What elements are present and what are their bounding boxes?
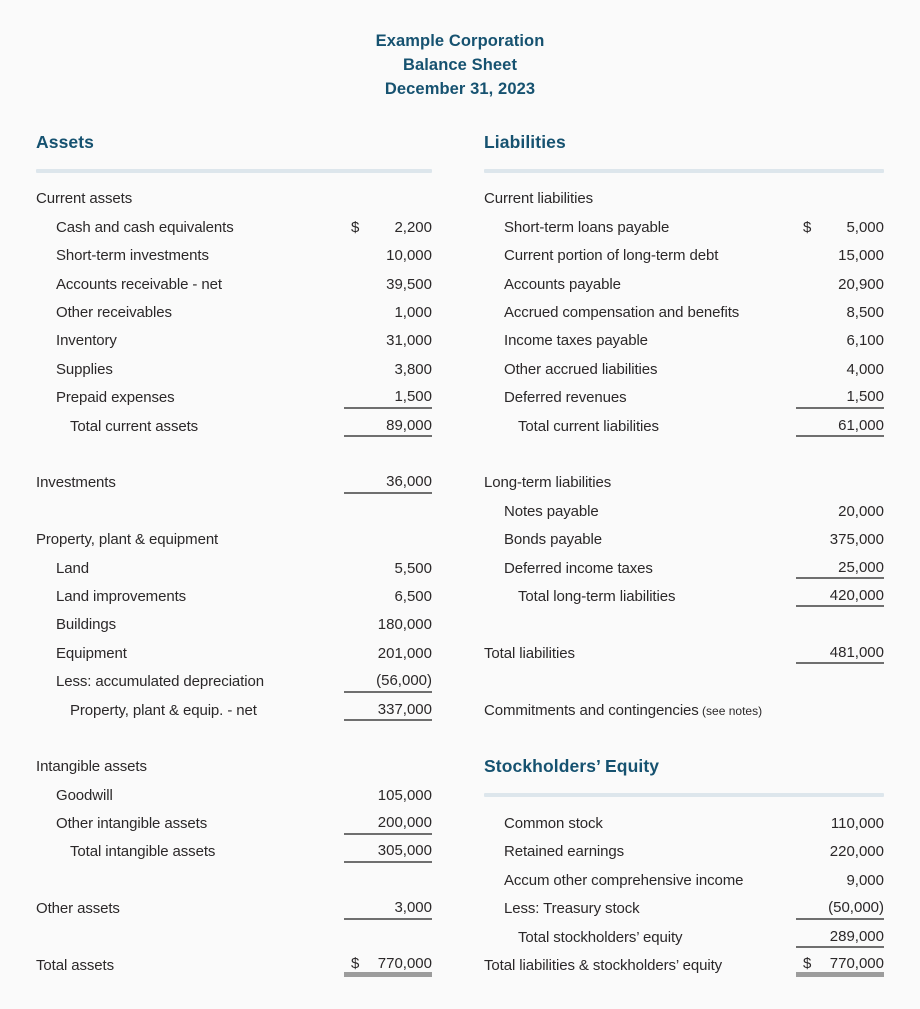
line-item-row [36,838,432,866]
line-item-row [36,611,432,639]
line-item-value-cell [344,614,432,636]
line-item-label: Goodwill [56,786,113,804]
line-item-row [484,696,884,724]
line-item-value-cell [344,585,432,607]
line-item-amount: 420,000 [829,586,884,604]
line-item-amount: 20,000 [838,502,884,520]
line-item-amount: 180,000 [377,616,432,634]
line-item-row [484,951,884,979]
line-item-amount: 289,000 [829,927,884,945]
line-item-amount: 61,000 [838,416,884,434]
line-item-value-cell [796,302,884,324]
line-item-amount: 1,500 [846,388,884,406]
line-item-row [484,298,884,326]
line-item-label: Accum other comprehensive income [504,871,744,889]
line-item-row [36,895,432,923]
line-item-value-cell [796,585,884,607]
spacer-row [484,667,884,695]
line-item-value-cell [796,216,884,238]
line-item-label: Total current liabilities [518,417,659,435]
dollar-sign: $ [351,218,360,236]
line-item-amount: 5,000 [846,218,884,236]
spacer-row [36,724,432,752]
line-item-amount: 1,500 [394,388,432,406]
line-item-row [36,639,432,667]
line-item-row [36,781,432,809]
line-item-row [484,809,884,837]
line-item-value-cell [796,358,884,380]
line-item-amount: 375,000 [829,531,884,549]
liabilities-equity-column [484,128,884,980]
line-item-label: Short-term investments [56,247,209,265]
line-item-label: Investments [36,474,116,492]
section-rule [36,169,432,173]
line-item-row [484,838,884,866]
line-item-value-cell [344,841,432,863]
spacer-row [36,497,432,525]
line-item-value-cell [344,699,432,721]
line-item-value-cell [796,500,884,522]
line-item-value-cell [344,358,432,380]
line-item-label: Property, plant & equipment [36,531,219,549]
line-item-row [484,497,884,525]
line-item-amount: 31,000 [386,332,432,350]
line-item-value-cell [344,245,432,267]
line-item-label: Other accrued liabilities [504,360,658,378]
line-item-value-cell [796,926,884,948]
line-item-row [36,753,432,781]
line-item-value-cell [796,529,884,551]
line-item-label: Land [56,559,89,577]
line-item-value-cell [796,557,884,579]
line-item-amount: 110,000 [830,815,884,833]
line-item-row [36,696,432,724]
line-item-amount: 305,000 [377,842,432,860]
line-item-value-cell [344,415,432,437]
line-item-row [484,213,884,241]
line-item-amount: 6,100 [846,332,884,350]
line-item-value-cell [796,898,884,920]
document-header [0,0,920,101]
section-header-row [484,128,884,156]
line-item-row [36,554,432,582]
line-item-label: Long-term liabilities [484,474,612,492]
line-item-value-cell [344,642,432,664]
line-item-label: Current assets [36,190,133,208]
line-item-amount: (56,000) [376,672,432,690]
line-item-row [484,469,884,497]
line-item-label: Equipment [56,644,127,662]
line-item-row [484,639,884,667]
section-rule [484,169,884,173]
line-item-row [36,525,432,553]
line-item-amount: (50,000) [828,899,884,917]
line-item-label: Current liabilities [484,190,593,208]
line-item-label: Buildings [56,616,116,634]
section-header: Stockholders’ Equity [484,756,660,777]
line-item-amount: 105,000 [377,786,432,804]
line-item-label: Bonds payable [504,531,602,549]
line-item-value-cell [796,642,884,664]
line-item-row [36,667,432,695]
line-item-row [484,866,884,894]
line-item-row [484,923,884,951]
line-item-amount: 10,000 [386,247,432,265]
line-item-label: Less: Treasury stock [504,900,640,918]
line-item-row [36,412,432,440]
section-header: Assets [36,131,94,152]
line-item-row [36,809,432,837]
statement-title: Balance Sheet [402,56,518,74]
line-item-label: Other assets [36,900,120,918]
line-item-row [484,355,884,383]
line-item-value-cell [796,273,884,295]
line-item-label: Less: accumulated depreciation [56,673,264,691]
line-item-row [484,185,884,213]
line-item-value-cell [796,245,884,267]
line-item-amount: 5,500 [394,559,432,577]
line-item-row [484,582,884,610]
line-item-value-cell [344,330,432,352]
line-item-row [36,270,432,298]
spacer-row [36,866,432,894]
line-item-row [484,327,884,355]
rule-row [36,156,432,184]
line-item-amount: 2,200 [394,218,432,236]
line-item-value-cell [344,387,432,409]
spacer-row [484,724,884,752]
line-item-label: Other receivables [56,304,172,322]
line-item-row [36,242,432,270]
assets-column [36,128,432,980]
line-item-amount: 200,000 [377,814,432,832]
line-item-label: Inventory [56,332,117,350]
line-item-amount: 1,000 [394,304,432,322]
line-item-value-cell [344,557,432,579]
dollar-sign: $ [803,954,812,972]
dollar-sign: $ [351,954,360,972]
line-item-amount: 770,000 [829,954,884,972]
line-item-amount: 4,000 [846,360,884,378]
line-item-label: Total stockholders’ equity [518,928,683,946]
line-item-amount: 8,500 [846,304,884,322]
line-item-value-cell [344,216,432,238]
line-item-label: Commitments and contingencies (see notes) [484,701,763,719]
line-item-label: Total assets [36,957,115,975]
line-item-value-cell [796,330,884,352]
line-item-value-cell [344,898,432,920]
line-item-label: Prepaid expenses [56,389,175,407]
line-item-amount: 220,000 [829,843,884,861]
spacer-row [484,611,884,639]
line-item-label: Total intangible assets [70,843,216,861]
line-item-label: Notes payable [504,502,599,520]
line-item-row [36,469,432,497]
section-header-row [36,128,432,156]
spacer-row [484,440,884,468]
line-item-label: Property, plant & equip. - net [70,701,257,719]
line-item-row [484,554,884,582]
line-item-label: Land improvements [56,587,187,605]
line-item-row [484,895,884,923]
line-item-amount: 3,800 [394,360,432,378]
section-rule [484,793,884,797]
line-item-value-cell [344,955,432,977]
line-item-label: Accrued compensation and benefits [504,304,740,322]
line-item-label: Total liabilities & stockholders’ equity [484,957,723,975]
line-item-row [484,384,884,412]
line-item-label: Total current assets [70,417,199,435]
line-item-label: Common stock [504,815,603,833]
line-item-value-cell [796,841,884,863]
line-item-label: Accounts receivable - net [56,275,222,293]
line-item-amount: 39,500 [386,275,432,293]
line-item-note: (see notes) [698,703,763,718]
statement-date: December 31, 2023 [384,80,536,98]
line-item-row [484,270,884,298]
section-header: Liabilities [484,131,566,152]
line-item-value-cell [344,472,432,494]
line-item-amount: 20,900 [838,275,884,293]
section-header-row [484,753,884,781]
line-item-value-cell [796,955,884,977]
line-item-row [484,525,884,553]
line-item-value-cell [796,387,884,409]
spacer-row [36,923,432,951]
line-item-amount: 770,000 [377,954,432,972]
line-item-amount: 36,000 [386,473,432,491]
line-item-label: Total long-term liabilities [518,587,676,605]
line-item-row [36,355,432,383]
line-item-amount: 89,000 [386,416,432,434]
line-item-label: Retained earnings [504,843,625,861]
line-item-value-cell [344,273,432,295]
line-item-row [36,582,432,610]
rule-row [484,156,884,184]
line-item-row [36,213,432,241]
line-item-label: Accounts payable [504,275,621,293]
line-item-row [36,185,432,213]
line-item-value-cell [344,671,432,693]
line-item-row [36,298,432,326]
spacer-row [36,440,432,468]
company-name: Example Corporation [375,32,545,50]
line-item-amount: 6,500 [394,587,432,605]
line-item-value-cell [344,784,432,806]
dollar-sign: $ [803,218,812,236]
rule-row [484,781,884,809]
line-item-row [484,412,884,440]
line-item-label: Deferred income taxes [504,559,653,577]
line-item-row [36,384,432,412]
line-item-label: Short-term loans payable [504,218,670,236]
line-item-amount: 9,000 [846,871,884,889]
line-item-row [36,327,432,355]
line-item-value-cell [344,813,432,835]
line-item-label: Deferred revenues [504,389,627,407]
line-item-label: Cash and cash equivalents [56,218,234,236]
line-item-value-cell [796,869,884,891]
line-item-row [484,242,884,270]
line-item-amount: 3,000 [394,899,432,917]
line-item-label: Current portion of long-term debt [504,247,719,265]
line-item-amount: 337,000 [377,700,432,718]
line-item-label: Supplies [56,360,113,378]
statement-columns [36,128,920,980]
line-item-label: Intangible assets [36,758,147,776]
line-item-amount: 201,000 [377,644,432,662]
line-item-label: Total liabilities [484,644,575,662]
line-item-amount: 481,000 [829,643,884,661]
line-item-value-cell [796,415,884,437]
line-item-value-cell [344,302,432,324]
line-item-label: Other intangible assets [56,815,208,833]
line-item-amount: 25,000 [838,558,884,576]
line-item-label: Income taxes payable [504,332,648,350]
line-item-value-cell [796,813,884,835]
line-item-row [36,951,432,979]
line-item-amount: 15,000 [838,247,884,265]
